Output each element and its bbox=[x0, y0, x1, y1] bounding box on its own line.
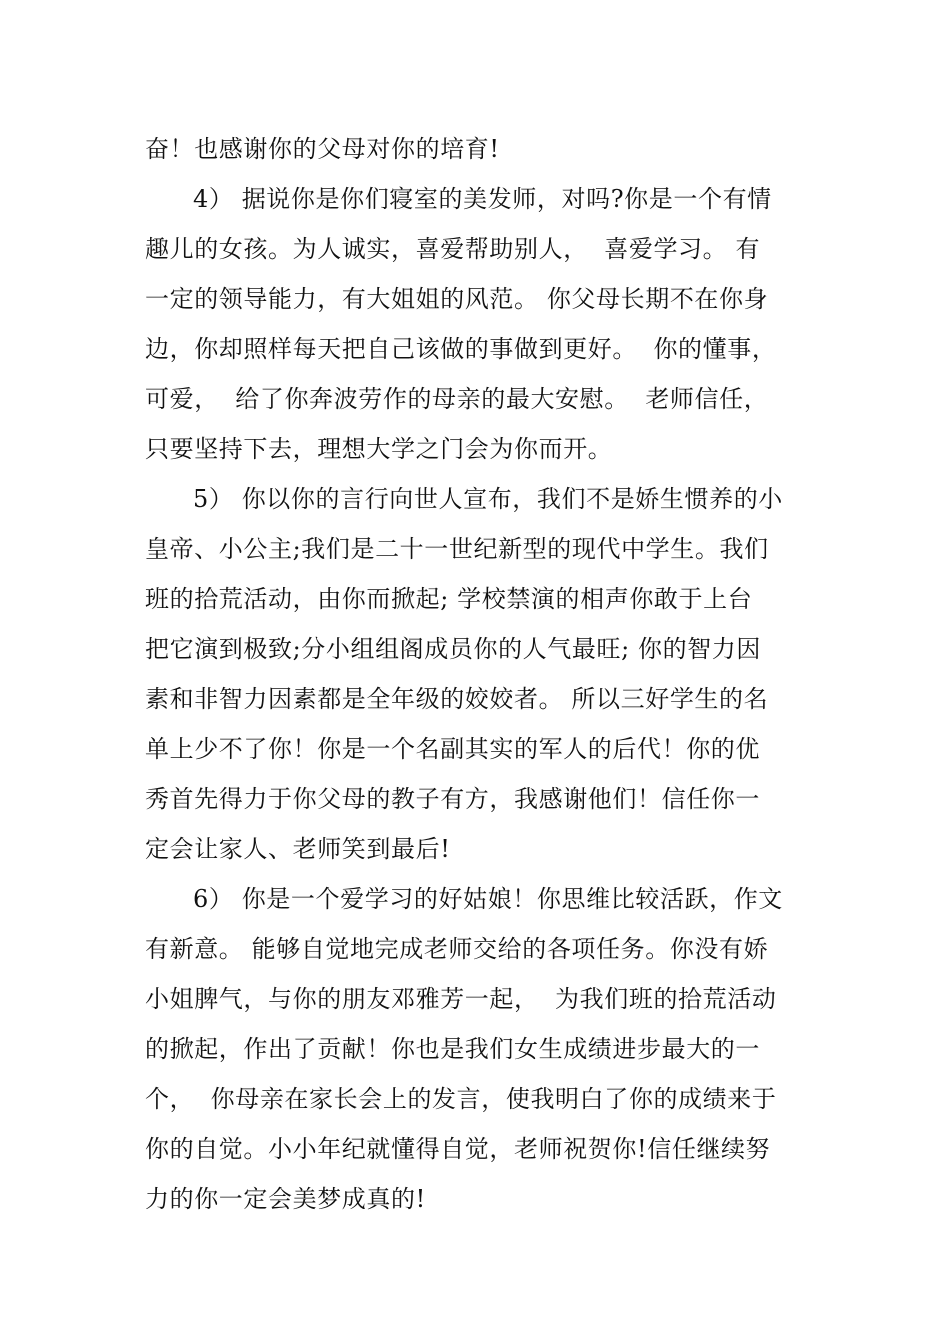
text-line: 一定的领导能力，有大姐姐的风范。 你父母长期不在你身 bbox=[145, 285, 769, 313]
text-line: 班的拾荒活动，由你而掀起; 学校禁演的相声你敢于上台 bbox=[145, 585, 753, 613]
text-line: 把它演到极致;分小组组阁成员你的人气最旺; 你的智力因 bbox=[145, 635, 761, 663]
text-line: 可爱， 给了你奔波劳作的母亲的最大安慰。 老师信任， bbox=[145, 385, 769, 413]
text-line: 边，你却照样每天把自己该做的事做到更好。 你的懂事， bbox=[145, 335, 777, 363]
text-line: 你的自觉。小小年纪就懂得自觉，老师祝贺你!信任继续努 bbox=[145, 1135, 771, 1163]
text-line: 个， 你母亲在家长会上的发言，使我明白了你的成绩来于 bbox=[145, 1085, 777, 1113]
text-line: 趣儿的女孩。为人诚实，喜爱帮助别人， 喜爱学习。 有 bbox=[145, 235, 761, 263]
text-line: 只要坚持下去，理想大学之门会为你而开。 bbox=[145, 435, 613, 463]
paragraph-6-start: 6） 你是一个爱学习的好姑娘！你思维比较活跃，作文 bbox=[193, 885, 783, 913]
text-line: 力的你一定会美梦成真的! bbox=[145, 1185, 426, 1213]
text-line: 定会让家人、老师笑到最后! bbox=[145, 835, 451, 863]
text-line: 素和非智力因素都是全年级的姣姣者。 所以三好学生的名 bbox=[145, 685, 769, 713]
text-line: 皇帝、小公主;我们是二十一世纪新型的现代中学生。我们 bbox=[145, 535, 769, 563]
text-line: 秀首先得力于你父母的教子有方，我感谢他们！信任你一 bbox=[145, 785, 760, 813]
paragraph-5-start: 5） 你以你的言行向世人宣布，我们不是娇生惯养的小 bbox=[193, 485, 783, 513]
text-line: 单上少不了你！你是一个名副其实的军人的后代！你的优 bbox=[145, 735, 760, 763]
text-line: 小姐脾气，与你的朋友邓雅芳一起， 为我们班的拾荒活动 bbox=[145, 985, 777, 1013]
text-line: 奋！也感谢你的父母对你的培育! bbox=[145, 135, 500, 163]
paragraph-4-start: 4） 据说你是你们寝室的美发师，对吗?你是一个有情 bbox=[193, 185, 772, 213]
text-line: 的掀起，作出了贡献！你也是我们女生成绩进步最大的一 bbox=[145, 1035, 760, 1063]
text-line: 有新意。 能够自觉地完成老师交给的各项任务。你没有娇 bbox=[145, 935, 769, 963]
